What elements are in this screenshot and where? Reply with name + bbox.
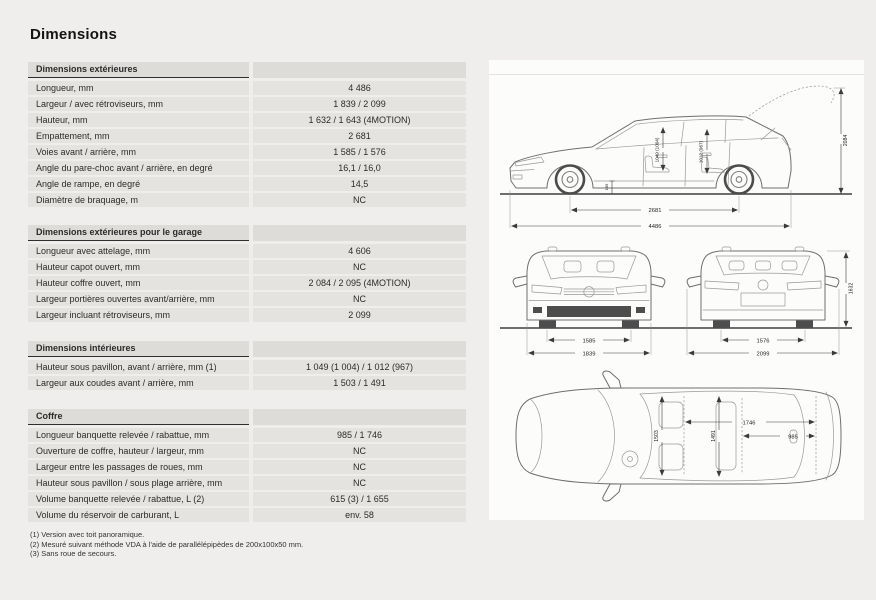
open-tailgate-outline [749,86,834,116]
row-value: 1 503 / 1 491 [253,376,466,390]
row-label: Largeur entre les passages de roues, mm [28,460,249,474]
row-label: Hauteur capot ouvert, mm [28,260,249,274]
table-header-row [28,409,466,426]
dim-rear-headroom-label: 1012 (967) [698,140,704,164]
roof-rail [621,247,630,251]
mirror-bottom [603,484,621,501]
headrest [597,261,614,272]
table-header-row [28,62,466,79]
steering-wheel [622,451,638,467]
mirror-right [651,276,665,287]
dim-elbow-rear-label: 1491 [711,430,717,442]
footnote-1: (1) Version avec toit panoramique. [30,530,145,539]
row-label: Angle du pare-choc avant / arrière, en degré [28,161,249,175]
tailgate-arc [826,392,834,480]
fog-light [533,307,542,313]
front-wheel [556,166,584,194]
row-label: Longueur banquette relevée / rabattue, mm [28,428,249,442]
table-row [28,428,466,442]
windshield-arc [640,394,652,478]
rear-rim [731,172,747,188]
roof-rail [795,247,804,251]
mirror-left [687,276,701,287]
headlight [616,285,646,294]
dim-front-headroom-label: 1049 (1004) [654,137,660,163]
row-value: 1 839 / 2 099 [253,97,466,111]
table-row [28,193,466,207]
row-label: Hauteur sous pavillon / sous plage arrière, mm [28,476,249,490]
rear-hub [736,177,742,183]
row-label: Largeur portières ouvertes avant/arrière, mm [28,292,249,306]
row-label: Hauteur coffre ouvert, mm [28,276,249,290]
fog-light [513,175,522,179]
tail-light [782,138,791,150]
tail-light [787,281,821,290]
dim-rear-track-label: 1576 [756,338,770,345]
row-value: 14,5 [253,177,466,191]
table-row [28,508,466,522]
front-seat-outline [659,444,683,470]
row-value: NC [253,476,466,490]
row-label: Volume du réservoir de carburant, L [28,508,249,522]
headlight [515,157,544,166]
dim-height-label: 1632 [848,282,855,295]
grille-lines [564,289,614,295]
row-label: Volume banquette relevée / rabattue, L (2) [28,492,249,506]
table-header-spacer [253,409,466,425]
windshield-line [596,124,637,149]
windshield [542,256,636,279]
car-rear-body [701,251,825,320]
dim-elbow-front-label: 1503 [654,430,660,442]
front-bumper-arc [530,399,542,473]
row-label: Empattement, mm [28,129,249,143]
table-header-label: Dimensions extérieures pour le garage [28,225,249,241]
row-value: 4 606 [253,244,466,258]
table-row [28,476,466,490]
rear-right-tire [796,321,813,329]
roof-edge-top [640,391,794,395]
diagram-panel [489,60,864,520]
row-value: 1 632 / 1 643 (4MOTION) [253,113,466,127]
dim-load-folded-label: 1746 [742,420,756,427]
front-left-tire [539,321,556,329]
panel-divider [489,74,864,75]
fog-light [636,307,645,313]
table-row [28,97,466,111]
headrest [564,261,581,272]
table-row [28,260,466,274]
row-value: 2 084 / 2 095 (4MOTION) [253,276,466,290]
table-coffre [28,409,466,524]
dim-ground-clearance-label: 189 [604,183,609,191]
row-label: Angle de rampe, en degré [28,177,249,191]
roof-rail [722,247,731,251]
dim-mirror-width-label: 2099 [756,351,770,358]
front-rear-view-drawing [494,232,858,360]
table-row [28,376,466,390]
mirror-top [603,371,621,388]
table-row [28,492,466,506]
headlight [532,285,562,294]
grille-line [510,170,534,172]
rear-window [716,256,810,275]
row-value: NC [253,260,466,274]
table-header-spacer [253,62,466,78]
table-row [28,244,466,258]
page-title: Dimensions [30,26,118,43]
side-view-drawing [494,76,858,234]
license-plate [741,293,785,306]
table-header-label: Dimensions extérieures [28,62,249,78]
footnotes [30,530,460,559]
row-label: Largeur aux coudes avant / arrière, mm [28,376,249,390]
roof-rail [548,247,557,251]
table-row [28,81,466,95]
row-label: Longueur avec attelage, mm [28,244,249,258]
footnote-3: (3) Sans roue de secours. [30,549,117,559]
table-row [28,177,466,191]
row-label: Largeur / avec rétroviseurs, mm [28,97,249,111]
rear-seat [701,157,724,173]
row-value: 4 486 [253,81,466,95]
rear-wheel [725,166,753,194]
table-row [28,161,466,175]
row-value: 2 099 [253,308,466,322]
top-view-drawing [494,362,858,514]
table-header-row [28,225,466,242]
row-value: NC [253,292,466,306]
dim-tailgate-height-label: 2084 [843,134,849,147]
roofline [638,119,743,124]
headrest [756,261,771,270]
car-side-body [510,116,791,191]
row-label: Hauteur sous pavillon, avant / arrière, mm (1) [28,360,249,374]
dim-length-label: 4486 [648,224,662,231]
tail-light [705,281,739,290]
row-value: 615 (3) / 1 655 [253,492,466,506]
front-hub [567,177,573,183]
front-right-tire [622,321,639,329]
table-header-row [28,341,466,358]
row-value: 1 585 / 1 576 [253,145,466,159]
table-row [28,308,466,322]
row-value: NC [253,444,466,458]
table-header-spacer [253,341,466,357]
row-value: NC [253,460,466,474]
table-row [28,145,466,159]
table-dimensions-exterieures [28,62,466,209]
row-label: Hauteur, mm [28,113,249,127]
row-label: Largeur incluant rétroviseurs, mm [28,308,249,322]
row-value: env. 58 [253,508,466,522]
row-label: Longueur, mm [28,81,249,95]
front-rim [562,172,578,188]
row-value: 985 / 1 746 [253,428,466,442]
c-pillar [725,120,726,143]
table-row [28,292,466,306]
table-dimensions-garage [28,225,466,324]
row-label: Voies avant / arrière, mm [28,145,249,159]
table-header-label: Coffre [28,409,249,425]
lower-intake [547,306,631,317]
vw-badge [758,280,768,290]
dim-width-label: 1839 [582,351,596,358]
table-row [28,360,466,374]
steering-hub [628,457,633,462]
dim-load-label: 985 [788,434,798,441]
table-row [28,276,466,290]
beltline [596,138,778,149]
dim-wheelbase-label: 2681 [648,208,662,215]
mirror-right [825,276,839,287]
roof-edge-bottom [640,477,794,481]
row-value: NC [253,193,466,207]
row-label: Ouverture de coffre, hauteur / largeur, mm [28,444,249,458]
mirror-left [513,276,527,287]
table-row [28,113,466,127]
footnote-2: (2) Mesuré suivant méthode VDA à l'aide de parallélépipèdes de 200x100x50 mm. [30,539,304,549]
headrest [782,261,797,270]
table-row [28,460,466,474]
headrest [729,261,744,270]
dim-front-track-label: 1585 [582,338,596,345]
row-value: 1 049 (1 004) / 1 012 (967) [253,360,466,374]
table-dimensions-interieures [28,341,466,392]
table-row [28,129,466,143]
table-header-label: Dimensions intérieures [28,341,249,357]
table-header-spacer [253,225,466,241]
row-value: 2 681 [253,129,466,143]
rear-left-tire [713,321,730,329]
row-value: 16,1 / 16,0 [253,161,466,175]
front-seat-outline [659,402,683,428]
hood-arc [598,390,615,482]
row-label: Diamètre de braquage, m [28,193,249,207]
table-row [28,444,466,458]
